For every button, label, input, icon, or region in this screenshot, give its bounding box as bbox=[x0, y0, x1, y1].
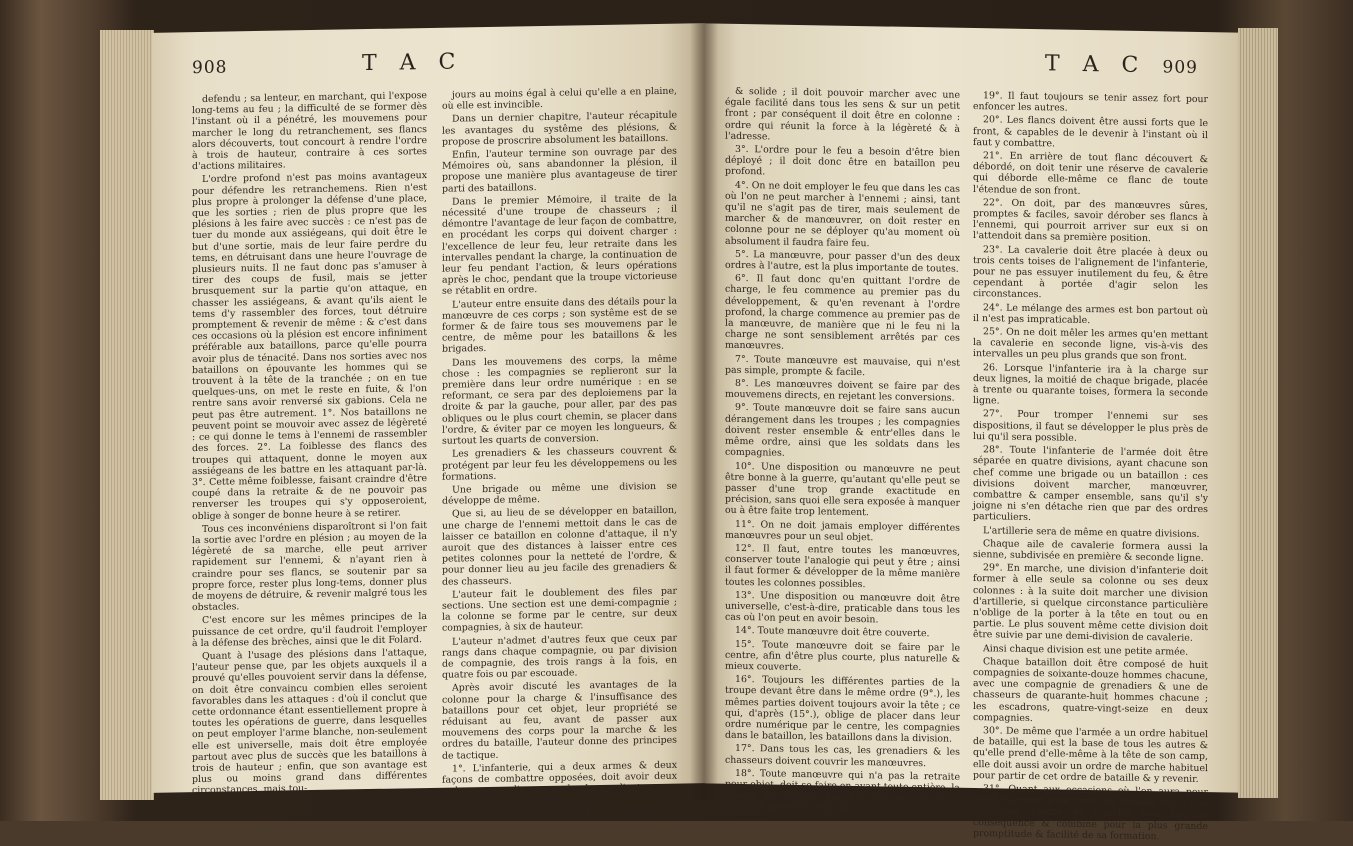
paragraph: 14°. Toute manœuvre doit être couverte. bbox=[735, 625, 930, 640]
paragraph: Tous ces inconvéniens disparoîtront si l'on fait la sortie avec l'ordre en plésion ; au moyen de la légèreté de sa marche, elle peut arriver rapidement sur l'ennemi, & n'ayant rien à craindre pour ses flancs, se soutenir par sa propre force, rester plus long-tems, donner plus de moyens de détruire, & revenir malgré tous les obstacles. bbox=[192, 519, 427, 614]
paragraph: 18°. Toute manœuvre qui n'a pas la retraite pour objet, doit se faire en avant toute entière, la troupe ne faisant pas un pas en arrière : l'inverse dans leur retraite. bbox=[725, 767, 960, 815]
paragraph: 20°. Les flancs doivent être aussi forts que le front, & capables de le devenir à l'instant où il faut y combattre. bbox=[973, 114, 1208, 150]
paragraph: 23°. La cavalerie doit être placée à deux ou trois cents toises de l'alignement de l'infanterie, pour ne pas essuyer inutilement du feu, & être cependant à portée d'agir selon les circonstances. bbox=[973, 243, 1208, 301]
paragraph: Ainsi chaque division est une petite armée. bbox=[983, 642, 1189, 658]
paragraph: 29°. En marche, une division d'infanterie doit former à elle seule sa colonne ou ses deux colonnes : à la suite doit marcher une division d'artillerie, si quelque circonstance particulière n'oblige de la porter à la tête en tout ou en partie. Le plus souvent même cette division doit être suivie par une demi-division de cavalerie. bbox=[973, 562, 1208, 645]
left-column-1 bbox=[192, 90, 427, 799]
paragraph: 5°. La manœuvre, pour passer d'un des deux ordres à l'autre, est la plus importante de toutes. bbox=[725, 248, 960, 275]
paragraph: Enfin, l'auteur termine son ouvrage par des Mémoires où, sans abandonner la plésion, il propose une manière plus avantageuse de tirer parti des bataillons. bbox=[442, 145, 677, 195]
right-running-head bbox=[745, 46, 1198, 88]
paragraph: Dans un dernier chapitre, l'auteur récapitule les avantages du systême des plésions, & propose de proscrire absolument les bataillons. bbox=[442, 110, 677, 148]
left-running-head bbox=[192, 46, 665, 88]
right-column-1 bbox=[725, 86, 960, 819]
paragraph: 21°. En arrière de tout flanc découvert & débordé, on doit tenir une réserve de cavalerie qui déborde elle-même ce flanc de toute l'étendue de son front. bbox=[973, 150, 1208, 197]
paragraph: 6°. Il faut donc qu'en quittant l'ordre de charge, le feu commence au premier pas du développement, & qu'en revenant à l'ordre profond, la charge commence au premier pas de la manœuvre, de manière que ni le feu ni la charge ne sont sensiblement arrêtés par ces manœuvres. bbox=[725, 273, 960, 353]
paragraph: 24°. Le mélange des armes est bon partout où il n'est pas impraticable. bbox=[973, 301, 1208, 326]
paragraph: Après avoir discuté les avantages de la colonne pour la charge & l'insuffisance des bataillons pour cet objet, leur propriété se réduisant au feu, avant de passer aux mouvemens des corps pour la marche & les ordres du bataille, l'auteur donne des principes de tactique. bbox=[442, 679, 677, 762]
paragraph: 30°. De même que l'armée a un ordre habituel de bataille, qui est la base de tous les autres & qu'elle prend d'elle-même à la tête de son camp, elle doit aussi avoir un ordre de marche habituel pour partir de cet ordre de bataille & y revenir. bbox=[973, 725, 1208, 785]
paragraph: Chaque aile de cavalerie formera aussi la sienne, subdivisée en première & seconde ligne. bbox=[973, 537, 1208, 564]
paragraph: 16°. Toujours les différentes parties de la troupe devant être dans le même ordre (9°.), les mêmes parties doivent toujours avoir la tête ; ce qui, d'après (15°.), oblige de placer dans leur ordre numérique par le centre, les compagnies dans le bataillon, les bataillons dans la division. bbox=[725, 674, 960, 745]
paragraph: C'est encore sur les mêmes principes de la puissance de cet ordre, qu'il faudroit l'employer à la défense des brèches, ainsi que le dit Folard. bbox=[192, 611, 427, 649]
paragraph: 3°. L'ordre pour le feu a besoin d'être bien déployé ; il doit donc être en bataillon peu profond. bbox=[725, 143, 960, 178]
paragraph: Dans le premier Mémoire, il traite de la nécessité d'une troupe de chasseurs ; il démontre l'avantage de leur façon de combattre, en procédant les corps qui doivent charger : l'excellence de leur feu, leur retraite dans les intervalles pendant la charge, la continuation de leur feu pendant l'action, & leurs opérations après le choc, pendant que la troupe victorieuse se rétablit en ordre. bbox=[442, 192, 677, 298]
paragraph: 13°. Une disposition ou manœuvre doit être universelle, c'est-à-dire, praticable dans tous les cas où l'on peut en avoir besoin. bbox=[725, 589, 960, 626]
paragraph: Les grenadiers & les chasseurs couvrent & protégent par leur feu les développemens ou les formations. bbox=[442, 444, 677, 483]
paragraph: 17°. Dans tous les cas, les grenadiers & les chasseurs doivent couvrir les manœuvres. bbox=[725, 743, 960, 769]
paragraph: Que si, au lieu de se développer en bataillon, une charge de l'ennemi mettoit dans le cas de laisser ce bataillon en colonne d'attaque, il n'y auroit que des distances à laisser entre ces petites colonnes pour la netteté de l'ordre, & pour donner lieu au jeu facile des grenadiers & des chasseurs. bbox=[442, 504, 677, 588]
paragraph: Quant à l'usage des plésions dans l'attaque, l'auteur pense que, par les objets auxquels il a prouvé qu'elles pouvoient servir dans la défense, on doit être convaincu combien elles seroient favorables dans les attaques : d'où il conclut que cette ordonnance étant essentiellement propre à toutes les opérations de guerre, dans lesquelles on peut employer l'arme blanche, non-seulement elle est universelle, mais doit être employée partout avec plus de succès que les bataillons à trois de hauteur ; enfin, que son avantage est plus ou moins grand dans différentes circonstances, mais tou- bbox=[192, 646, 427, 797]
left-running-title: T A C bbox=[362, 49, 464, 77]
left-page-edges bbox=[100, 30, 154, 800]
paragraph: L'ordre profond n'est pas moins avantageux pour défendre les retranchemens. Rien n'est plus propre à prolonger la défense d'une place, que les sorties ; rien de plus propre que les plésions à les faire avec succès : ce n'est pas de tuer du monde aux assiégeans, qui doit être le but d'une sortie, mais de leur faire perdre du tems, en détruisant dans une heure l'ouvrage de plusieurs nuits. Il ne faut donc pas s'amuser à tirer des coups de fusil, mais se jetter brusquement sur la partie qu'on attaque, en chasser les assiégeans, & avant qu'ils aient le tems d'y rassembler des forces, tout détruire promptement & revenir de même : & c'est dans ces occasions où la plésion est encore infiniment préférable aux bataillons, parce qu'elle pourra avoir plus de ténacité. Dans nos sorties avec nos bataillons on épouvante les hommes qui se trouvent à la tête de la tranchée ; on en tue quelques-uns, on met le reste en fuite, & l'on rentre sans avoir renversé six gabions. Cela ne peut pas être autrement. 1°. Nos bataillons ne peuvent point se mouvoir avec assez de légèreté : ce qui donne le tems à l'ennemi de rassembler des forces. 2°. La foiblesse des flancs des troupes qui attaquent, donne le moyen aux assiégeans de les battre en les attaquant par-là. 3°. Cette même foiblesse, faisant craindre d'être coupé dans la retraite & de ne pouvoir pas renverser les troupes qui s'y opposeroient, oblige à songer de bonne heure à se retirer. bbox=[192, 170, 427, 522]
paragraph: 9°. Toute manœuvre doit se faire sans aucun dérangement dans les troupes ; les compagnies doivent rester ensemble & entr'elles dans le même ordre, ainsi que les soldats dans les compagnies. bbox=[725, 402, 960, 460]
paragraph: 31°. Quant aux occasions où l'on aura pour objet d'arriver à un ordre de bataille autre que l'habituel, l'ordre de marche sera fait en conséquence & combiné pour la plus grande promptitude & facilité de sa formation. bbox=[973, 783, 1208, 843]
paragraph: 10°. Une disposition ou manœuvre ne peut être bonne à la guerre, qu'autant qu'elle peut se passer d'une trop grande exactitude en précision, sans quoi elle sera exposée à manquer ou à être faite trop lentement. bbox=[725, 460, 960, 519]
paragraph: Dans les mouvemens des corps, la même chose : les compagnies se replieront sur la première dans leur ordre numérique : en se reformant, ce sera par des deploiemens par la droite & par la gauche, pour aller, par des pas obliques ou le plus court chemin, se placer dans l'ordre, & éviter par ce moyen les longueurs, & surtout les quarts de conversion. bbox=[442, 353, 677, 447]
right-page bbox=[705, 23, 1238, 843]
paragraph: Chaque bataillon doit être composé de huit compagnies de soixante-douze hommes chacune, avec une compagnie de grenadiers & une de chasseurs de quarante-huit hommes chacune ; les escadrons, quatre-vingt-seize en deux compagnies. bbox=[973, 655, 1208, 724]
paragraph: 12°. Il faut, entre toutes les manœuvres, conserver toute l'analogie qui peut y être ; ainsi il faut former & développer de la même manière toutes les colonnes possibles. bbox=[725, 542, 960, 590]
paragraph: 27°. Pour tromper l'ennemi sur ses dispositions, il faut se développer le plus près de lui qu'il sera possible. bbox=[973, 408, 1208, 444]
right-column-2 bbox=[973, 90, 1208, 845]
paragraph: 7°. Toute manœuvre est mauvaise, qui n'est pas simple, prompte & facile. bbox=[725, 353, 960, 379]
paragraph: 22°. On doit, par des manœuvres sûres, promptes & faciles, savoir dérober ses flancs à l'ennemi, qui pourroit arriver sur eux si on l'attendoit dans sa première position. bbox=[973, 197, 1208, 245]
paragraph: 11°. On ne doit jamais employer différentes manœuvres pour un seul objet. bbox=[725, 518, 960, 544]
right-running-title: T A C bbox=[1045, 51, 1147, 79]
left-column-2 bbox=[442, 86, 677, 824]
left-page bbox=[152, 23, 705, 822]
right-page-edges bbox=[1238, 28, 1278, 798]
paragraph: 26. Lorsque l'infanterie ira à la charge sur deux lignes, la moitié de chaque brigade, placée à trente ou quarante toises, formera la seconde ligne. bbox=[973, 361, 1208, 407]
paragraph: L'auteur n'admet d'autres feux que ceux par rangs dans chaque compagnie, ou par division de compagnie, des trois rangs à la fois, en quatre fois ou par escouade. bbox=[442, 632, 677, 681]
paragraph: L'auteur fait le doublement des files par sections. Une section est une demi-compagnie ; la colonne se forme par le centre, sur deux compagnies, à six de hauteur. bbox=[442, 585, 677, 635]
paragraph: jours au moins égal à celui qu'elle a en plaine, où elle est invincible. bbox=[442, 85, 677, 112]
right-page-number: 909 bbox=[1162, 57, 1198, 78]
book-gutter bbox=[690, 20, 718, 800]
paragraph: 1°. L'infanterie, qui a deux armes & deux façons de combattre opposées, doit avoir deux ordonnances ; l'une pour la charge, l'autre pour le feu. bbox=[442, 759, 677, 809]
paragraph: 15°. Toute manœuvre doit se faire par le centre, afin d'être plus courte, plus naturelle & mieux couverte. bbox=[725, 638, 960, 673]
paragraph: & solide ; il doit pouvoir marcher avec une égale facilité dans tous les sens & sur un petit front ; par conséquent il doit être en colonne : ordre qui réunit la force à la légèreté & à l'adresse. bbox=[725, 85, 960, 143]
paragraph: L'artillerie sera de même en quatre divisions. bbox=[983, 524, 1200, 540]
paragraph: 8°. Les manœuvres doivent se faire par des mouvemens directs, en rejetant les conversions. bbox=[725, 377, 960, 404]
paragraph: 25°. On ne doit mêler les armes qu'en mettant la cavalerie en seconde ligne, vis-à-vis des intervalles un peu plus grands que son front. bbox=[973, 326, 1208, 364]
paragraph: 4°. On ne doit employer le feu que dans les cas où l'on ne peut marcher à l'ennemi ; ainsi, tant qu'il ne s'agit pas de tirer, mais seulement de marcher & de manœuvrer, on doit rester en colonne pour ne se déployer qu'au moment où absolument il faudra faire feu. bbox=[725, 179, 960, 249]
paragraph: Une brigade ou même une division se développe de même. bbox=[442, 480, 677, 507]
paragraph: 19°. Il faut toujours se tenir assez fort pour enfoncer les autres. bbox=[973, 90, 1208, 114]
left-page-number: 908 bbox=[192, 57, 228, 79]
paragraph: 28°. Toute l'infanterie de l'armée doit être séparée en quatre divisions, ayant chacune son chef comme une brigade ou un bataillon : ces divisions doivent marcher, manœuvrer, combattre & camper ensemble, sans qu'il s'y joigne ni s'en détache rien que par des ordres particuliers. bbox=[973, 444, 1208, 524]
paragraph: defendu ; sa lenteur, en marchant, qui l'expose long-tems au feu ; la difficulté de se former dès l'instant où il a pénétré, les mouvemens pour marcher le long du retranchement, ses flancs alors découverts, tout concourt à rendre l'ordre à trois de hauteur, contraire à ces sortes d'actions militaires. bbox=[192, 90, 427, 173]
paragraph: 2°. L'ordre pour la charge doit être nombreux bbox=[452, 806, 671, 822]
paragraph: L'auteur entre ensuite dans des détails pour la manœuvre de ces corps ; son systême est de se former & de faire tous ses mouvemens par le centre, de même pour les bataillons & les brigades. bbox=[442, 295, 677, 356]
